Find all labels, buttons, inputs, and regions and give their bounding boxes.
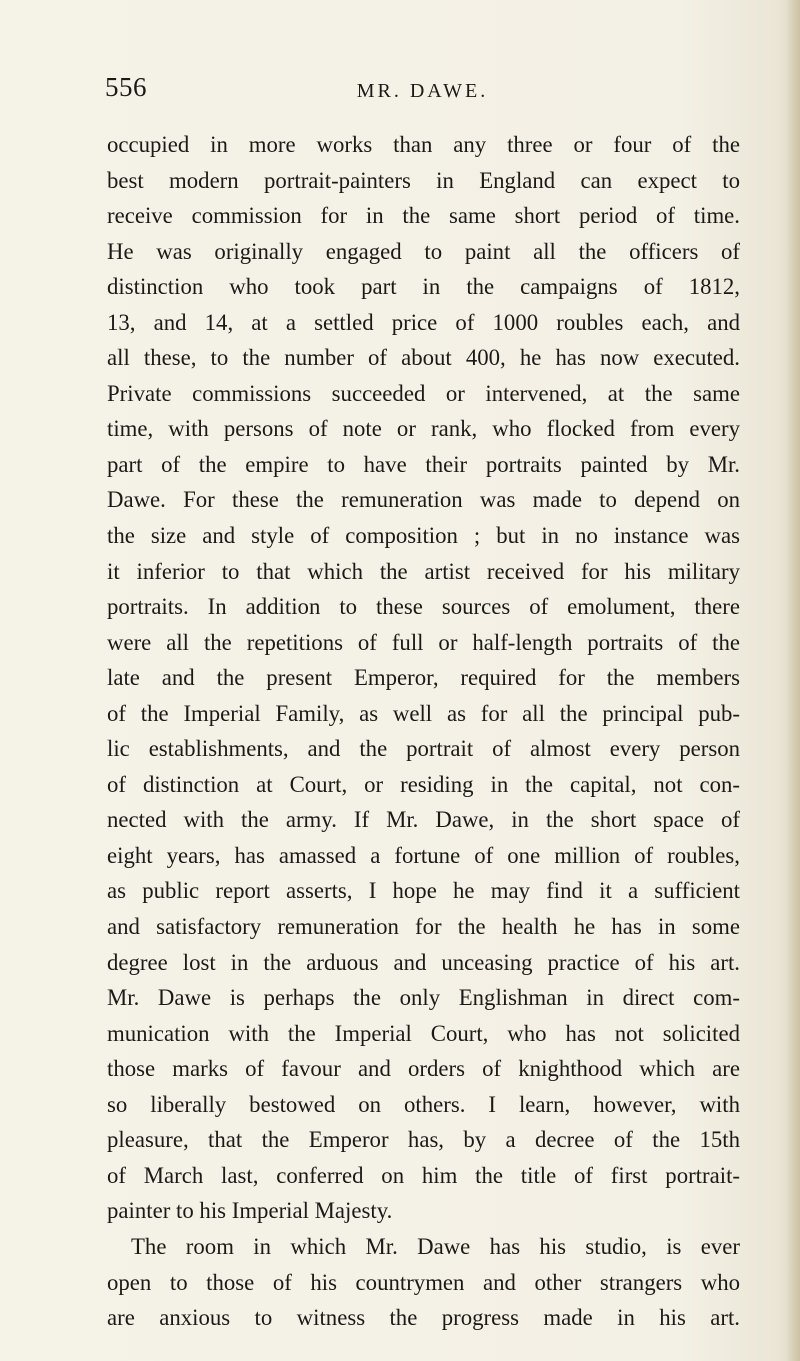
text-line: munication with the Imperial Court, who has not solicited: [107, 1020, 740, 1046]
text-line: best modern portrait-painters in England can expect to: [107, 167, 740, 193]
paragraph-start-line: The room in which Mr. Dawe has his studio, is ever: [131, 1233, 740, 1259]
text-line: portraits. In addition to these sources of emolument, there: [107, 594, 740, 620]
text-line: of the Imperial Family, as well as for all the principal pub-: [107, 700, 740, 726]
text-line: distinction who took part in the campaigns of 1812,: [107, 274, 740, 300]
page-number: 556: [105, 72, 147, 102]
text-line: so liberally bestowed on others. I learn, however, with: [107, 1091, 740, 1117]
text-line: degree lost in the arduous and unceasing practice of his art.: [107, 949, 740, 975]
text-line: it inferior to that which the artist received for his military: [107, 558, 740, 584]
body-text: [107, 127, 740, 1336]
text-line: occupied in more works than any three or four of the: [107, 132, 740, 157]
page-edge-shadow: [786, 0, 800, 1361]
text-line: were all the repetitions of full or half-length portraits of the: [107, 629, 740, 655]
paragraph-end-line: painter to his Imperial Majesty.: [107, 1198, 393, 1224]
text-line: open to those of his countrymen and other strangers who: [107, 1269, 740, 1295]
text-line: receive commission for in the same short period of time.: [107, 203, 740, 229]
text-line: pleasure, that the Emperor has, by a decree of the 15th: [107, 1127, 740, 1153]
text-line: all these, to the number of about 400, he has now executed.: [107, 345, 740, 371]
text-line: of distinction at Court, or residing in the capital, not con-: [107, 771, 740, 797]
text-line: Dawe. For these the remuneration was made to depend on: [107, 487, 740, 513]
text-line: 13, and 14, at a settled price of 1000 roubles each, and: [107, 309, 740, 335]
text-line: of March last, conferred on him the title of first portrait-: [107, 1162, 740, 1188]
text-line: nected with the army. If Mr. Dawe, in the short space of: [107, 807, 740, 833]
text-line: and satisfactory remuneration for the health he has in some: [107, 914, 740, 940]
text-line: Mr. Dawe is perhaps the only Englishman in direct com-: [107, 985, 740, 1011]
text-line: part of the empire to have their portraits painted by Mr.: [107, 451, 740, 477]
text-line: late and the present Emperor, required for the members: [107, 665, 740, 691]
running-head: MR. DAWE.: [356, 80, 489, 102]
text-line: eight years, has amassed a fortune of one million of roubles,: [107, 842, 740, 868]
text-line: as public report asserts, I hope he may find it a sufficient: [107, 878, 740, 904]
text-line: are anxious to witness the progress made in his art.: [107, 1305, 740, 1331]
text-line: time, with persons of note or rank, who flocked from every: [107, 416, 740, 442]
page-header: [105, 72, 740, 112]
text-line: the size and style of composition ; but in no instance was: [107, 523, 740, 549]
text-line: those marks of favour and orders of knighthood which are: [107, 1056, 740, 1082]
text-line: Private commissions succeeded or intervened, at the same: [107, 380, 740, 406]
text-line: lic establishments, and the portrait of almost every person: [107, 736, 740, 762]
text-line: He was originally engaged to paint all the officers of: [107, 238, 740, 264]
